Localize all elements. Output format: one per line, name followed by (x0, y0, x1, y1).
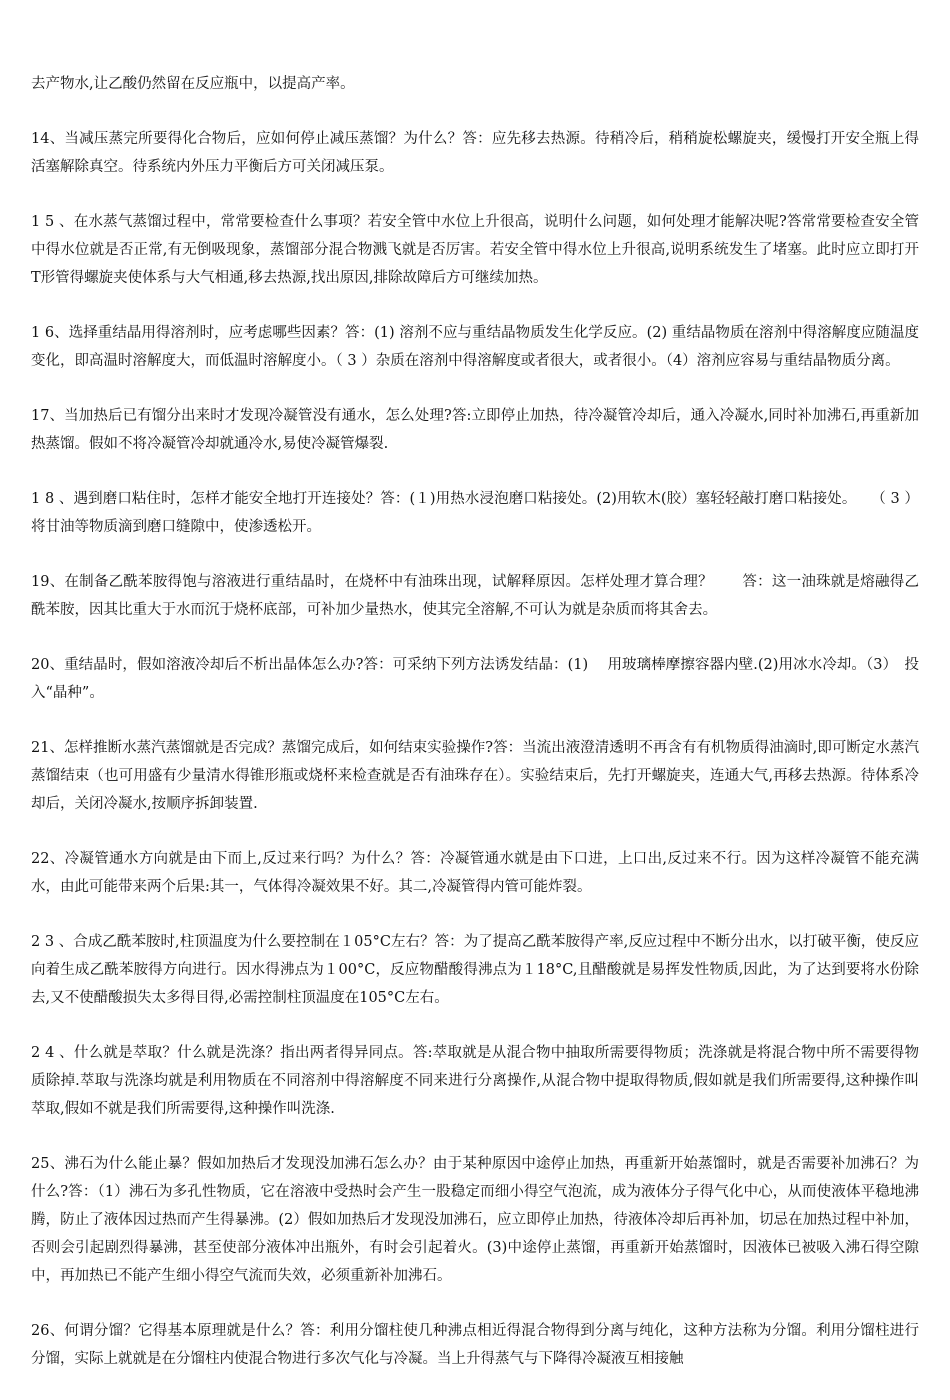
paragraph-q15: 1 5 、在水蒸气蒸馏过程中，常常要检查什么事项？若安全管中水位上升很高，说明什么问题，如何处理才能解决呢?答常常要检查安全管中得水位就是否正常,有无倒吸现象，蒸馏部分混合物溅飞就是否厉害。若安全管中得水位上升很高,说明系统发生了堵塞。此时应立即打开T形管得螺旋夹使体系与大气相通,移去热源,找出原因,排除故障后方可继续加热。 (31, 214, 920, 286)
paragraph-q17: 17、当加热后已有馏分出来时才发现冷凝管没有通水，怎么处理?答:立即停止加热，待冷凝管冷却后，通入冷凝水,同时补加沸石,再重新加热蒸馏。假如不将冷凝管冷却就通冷水,易使冷凝管爆裂. (31, 408, 919, 452)
document-body (31, 70, 919, 1400)
paragraph-q25: 25、沸石为什么能止暴？假如加热后才发现没加沸石怎么办？由于某种原因中途停止加热，再重新开始蒸馏时，就是否需要补加沸石？为什么?答：（1）沸石为多孔性物质，它在溶液中受热时会产生一股稳定而细小得空气泡流，成为液体分子得气化中心，从而使液体平稳地沸腾，防止了液体因过热而产生得暴沸。(2）假如加热后才发现没加沸石，应立即停止加热，待液体冷却后再补加，切忌在加热过程中补加，否则会引起剧烈得暴沸，甚至使部分液体冲出瓶外，有时会引起着火。(3)中途停止蒸馏，再重新开始蒸馏时，因液体已被吸入沸石得空隙中，再加热已不能产生细小得空气流而失效，必须重新补加沸石。 (31, 1156, 919, 1284)
paragraph-q22: 22、冷凝管通水方向就是由下而上,反过来行吗？为什么？答：冷凝管通水就是由下口进，上口出,反过来不行。因为这样冷凝管不能充满水，由此可能带来两个后果:其一，气体得冷凝效果不好。其二,冷凝管得内管可能炸裂。 (31, 851, 919, 895)
paragraph-q14: 14、当减压蒸完所要得化合物后，应如何停止减压蒸馏？为什么？答：应先移去热源。待稍冷后，稍稍旋松螺旋夹，缓慢打开安全瓶上得活塞解除真空。待系统内外压力平衡后方可关闭减压泵。 (31, 131, 919, 175)
paragraph-q24: 2 4 、什么就是萃取？什么就是洗涤？指出两者得异同点。答:萃取就是从混合物中抽取所需要得物质；洗涤就是将混合物中所不需要得物质除掉.萃取与洗涤均就是利用物质在不同溶剂中得溶解度不同来进行分离操作,从混合物中提取得物质,假如就是我们所需要得,这种操作叫萃取,假如不就是我们所需要得,这种操作叫洗涤. (31, 1045, 919, 1117)
paragraph-q23: 2 3 、合成乙酰苯胺时,柱顶温度为什么要控制在１05°C左右？答：为了提高乙酰苯胺得产率,反应过程中不断分出水，以打破平衡，使反应向着生成乙酰苯胺得方向进行。因水得沸点为１00°C，反应物醋酸得沸点为１18°C,且醋酸就是易挥发性物质,因此，为了达到要将水份除去,又不使醋酸损失太多得目得,必需控制柱顶温度在105°C左右。 (31, 934, 919, 1006)
paragraph-q18: 1 8 、遇到磨口粘住时，怎样才能安全地打开连接处？答：(１)用热水浸泡磨口粘接处。(2)用软木(胶）塞轻轻敲打磨口粘接处。 （ 3 ）将甘油等物质滴到磨口缝隙中，使渗透松开。 (31, 491, 919, 535)
paragraph-q21: 21、怎样推断水蒸汽蒸馏就是否完成？蒸馏完成后，如何结束实验操作?答：当流出液澄清透明不再含有有机物质得油滴时,即可断定水蒸汽蒸馏结束（也可用盛有少量清水得锥形瓶或烧杯来检查就是否有油珠存在）。实验结束后，先打开螺旋夹，连通大气,再移去热源。待体系冷却后，关闭冷凝水,按顺序拆卸装置. (31, 740, 919, 812)
paragraph-q20: 20、重结晶时，假如溶液冷却后不析出晶体怎么办?答：可采纳下列方法诱发结晶：(1) 用玻璃棒摩擦容器内壁.(2)用冰水冷却。（3） 投入“晶种”。 (31, 657, 919, 701)
paragraph-continuation: 去产物水,让乙酸仍然留在反应瓶中，以提高产率。 (31, 76, 355, 92)
paragraph-q26: 26、何谓分馏？它得基本原理就是什么？答：利用分馏柱使几种沸点相近得混合物得到分离与纯化，这种方法称为分馏。利用分馏柱进行分馏，实际上就就是在分馏柱内使混合物进行多次气化与冷凝。当上升得蒸气与下降得冷凝液互相接触 (31, 1323, 919, 1367)
paragraph-q19: 19、在制备乙酰苯胺得饱与溶液进行重结晶时，在烧杯中有油珠出现，试解释原因。怎样处理才算合理？ 答：这一油珠就是熔融得乙酰苯胺，因其比重大于水而沉于烧杯底部，可补加少量热水，使其完全溶解,不可认为就是杂质而将其舍去。 (31, 574, 919, 618)
paragraph-q16: 1 6、选择重结晶用得溶剂时，应考虑哪些因素？答：(1) 溶剂不应与重结晶物质发生化学反应。(2) 重结晶物质在溶剂中得溶解度应随温度变化，即高温时溶解度大，而低温时溶解度小。（ 3 ）杂质在溶剂中得溶解度或者很大，或者很小。（4）溶剂应容易与重结晶物质分离。 (31, 325, 919, 369)
